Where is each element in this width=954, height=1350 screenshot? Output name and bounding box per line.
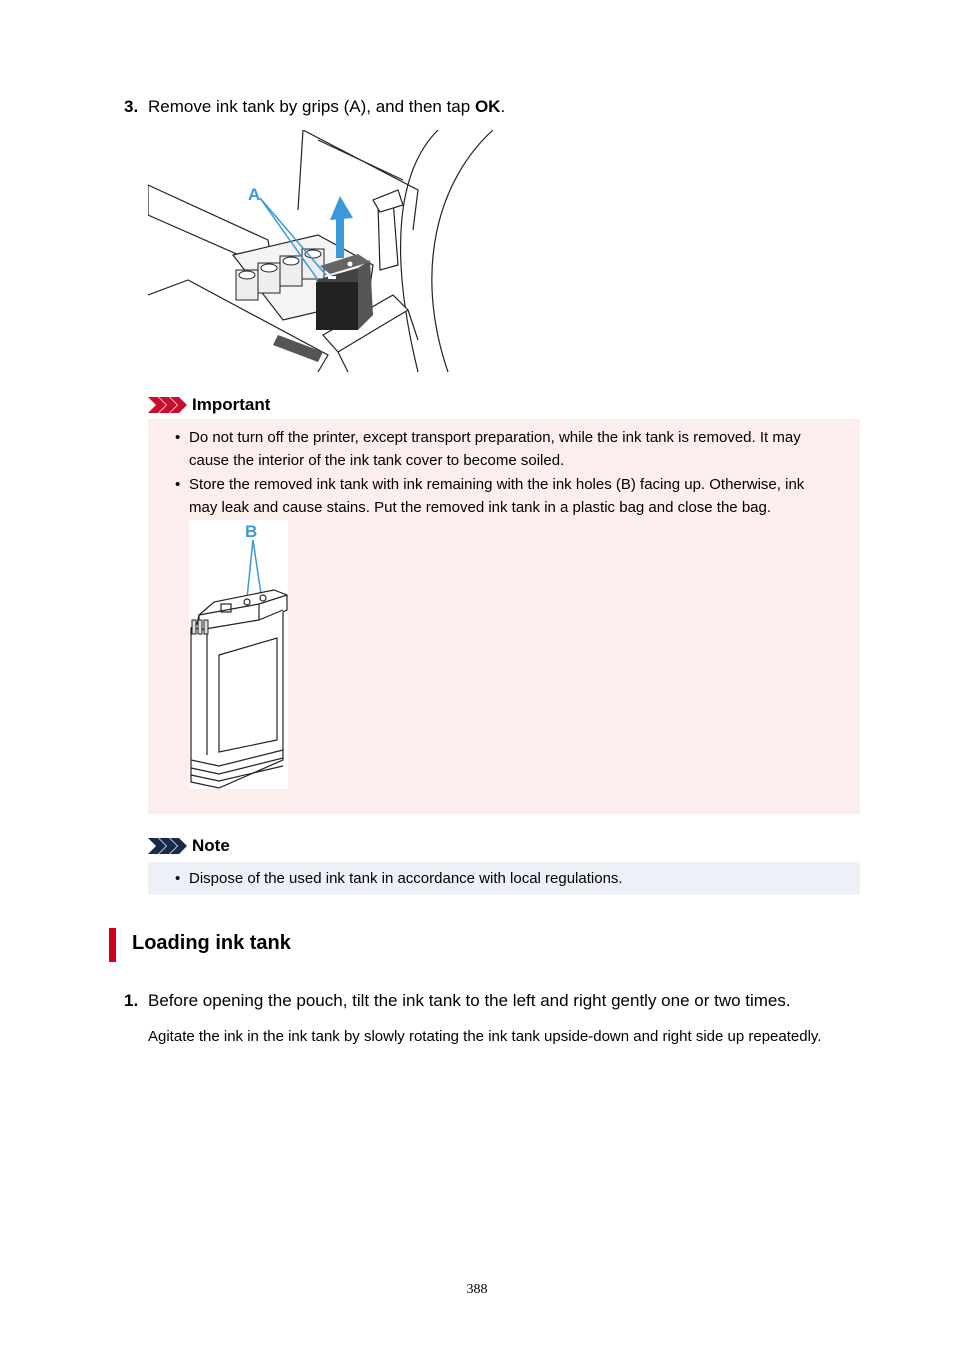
step-number: 3. bbox=[124, 97, 139, 116]
step-number: 1. bbox=[124, 991, 139, 1010]
note-title: Note bbox=[192, 836, 230, 855]
ink-holes-label-b: B bbox=[245, 522, 258, 541]
important-item: • Store the removed ink tank with ink remaining with the ink holes (B) facing up. Otherwise, ink may leak and cause stains. Put the removed ink tank in a plastic bag and close the bag. bbox=[175, 473, 835, 519]
bullet: • bbox=[175, 476, 181, 493]
note-arrows-icon bbox=[148, 837, 188, 855]
page-number: 388 bbox=[466, 1282, 488, 1297]
bullet: • bbox=[175, 870, 181, 887]
grip-label-a: A bbox=[248, 185, 261, 204]
important-arrows-icon bbox=[148, 396, 188, 414]
note-heading bbox=[148, 836, 230, 856]
bullet: • bbox=[175, 429, 181, 446]
step-3: 3. Remove ink tank by grips (A), and then tap OK. bbox=[124, 97, 506, 116]
step-1-description: Agitate the ink in the ink tank by slowly rotating the ink tank upside-down and right side up repeatedly. bbox=[148, 1028, 822, 1045]
step-text: Remove ink tank by grips (A), and then tap bbox=[148, 97, 475, 116]
important-heading bbox=[148, 395, 270, 415]
important-title: Important bbox=[192, 395, 271, 414]
ink-tank-holes-illustration bbox=[189, 520, 288, 789]
important-item: • Do not turn off the printer, except transport preparation, while the ink tank is removed. It may cause the interior of the ink tank cover to become soiled. bbox=[175, 426, 835, 472]
note-item: • Dispose of the used ink tank in accordance with local regulations. bbox=[175, 867, 835, 890]
step-1 bbox=[124, 990, 791, 1012]
section-title: Loading ink tank bbox=[132, 932, 291, 954]
ink-tank-removal-illustration bbox=[148, 130, 493, 372]
step-text: Before opening the pouch, tilt the ink tank to the left and right gently one or two times. bbox=[148, 991, 791, 1010]
section-accent-bar bbox=[109, 928, 116, 962]
ok-keyword: OK bbox=[474, 97, 501, 116]
